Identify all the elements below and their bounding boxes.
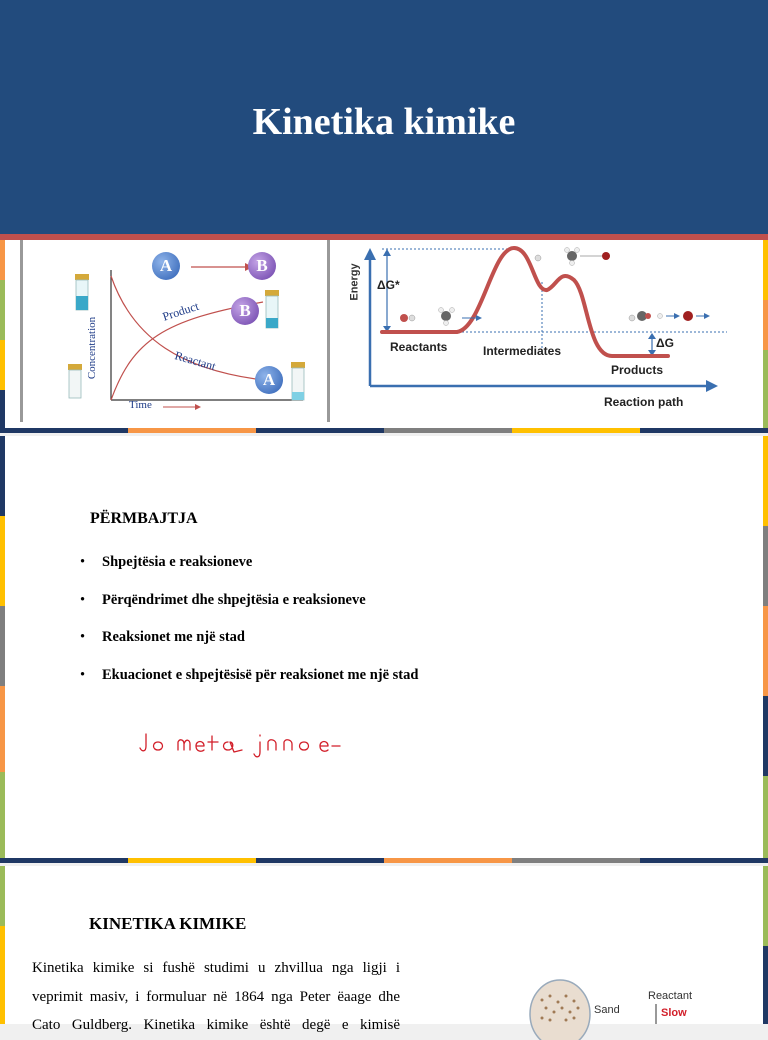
- side-stripe: [0, 390, 5, 432]
- side-stripe: [763, 300, 768, 350]
- slide-title: Kinetika kimike: [252, 101, 516, 143]
- side-stripe: [0, 516, 5, 606]
- paragraph-line: Kinetika kimike si fushë studimi u zhvillua nga ligji i: [32, 960, 400, 976]
- side-stripe: [763, 606, 768, 696]
- reactants-label: Reactants: [390, 340, 448, 354]
- energy-axis-label: Energy: [348, 263, 361, 301]
- side-stripe: [0, 436, 5, 516]
- sphere-b-icon: B: [231, 297, 259, 325]
- activation-energy-label: ΔG*: [377, 278, 400, 292]
- slow-label: Slow: [661, 1007, 687, 1019]
- bullet-icon: •: [80, 629, 86, 645]
- side-stripe: [0, 926, 5, 1024]
- contents-heading: PËRMBAJTJA: [90, 510, 198, 527]
- intermediates-label: Intermediates: [483, 344, 562, 358]
- hourglass-figure: [520, 974, 720, 1024]
- color-bar: [0, 858, 768, 863]
- time-axis-label: Time: [129, 399, 152, 411]
- side-stripe: [0, 866, 5, 926]
- side-stripe: [763, 526, 768, 606]
- contents-slide: [0, 436, 768, 862]
- side-stripe: [0, 280, 5, 340]
- sphere-a-icon: A: [255, 366, 283, 394]
- side-stripe: [0, 772, 5, 862]
- delta-g-label: ΔG: [656, 336, 674, 350]
- side-stripe: [763, 240, 768, 300]
- reactant-label: Reactant: [648, 990, 693, 1002]
- intro-paragraph: [32, 954, 400, 1040]
- side-stripe: [763, 866, 768, 946]
- side-stripe: [763, 776, 768, 862]
- list-item: [80, 629, 418, 667]
- list-item-label: Reaksionet me një stad: [102, 629, 245, 645]
- sphere-b-icon: B: [248, 252, 276, 280]
- side-stripe: [0, 340, 5, 390]
- energy-profile-figure: [342, 240, 762, 422]
- concentration-time-figure: [20, 240, 330, 422]
- side-stripe: [0, 606, 5, 686]
- bullet-icon: •: [80, 554, 86, 570]
- side-stripe: [763, 350, 768, 432]
- list-item: [80, 667, 418, 705]
- list-item-label: Përqëndrimet dhe shpejtësia e reaksioneve: [102, 591, 366, 608]
- product-curve-label: Product: [160, 298, 201, 324]
- list-item-label: Ekuacionet e shpejtësisë për reaksionet me një stad: [102, 666, 419, 683]
- paragraph-line: Cato Guldberg. Kinetika kimike është degë e kimisë: [32, 1017, 400, 1033]
- handwritten-note: [138, 726, 358, 771]
- kinetics-slide: [0, 866, 768, 1033]
- products-label: Products: [611, 363, 664, 377]
- sand-label: Sand: [594, 1004, 620, 1016]
- contents-list: [80, 554, 418, 704]
- side-stripe: [0, 240, 5, 280]
- sphere-a-icon: A: [152, 252, 180, 280]
- bullet-icon: •: [80, 591, 86, 608]
- side-stripe: [763, 696, 768, 776]
- list-item: [80, 592, 418, 630]
- reactant-curve-label: Reactant: [173, 348, 218, 374]
- side-stripe: [763, 436, 768, 526]
- side-stripe: [763, 946, 768, 1024]
- list-item: [80, 554, 418, 592]
- bullet-icon: •: [80, 666, 86, 683]
- section-heading: KINETIKA KIMIKE: [89, 914, 247, 933]
- paragraph-line: veprimit masiv, i formuluar në 1864 nga Peter ëaage dhe: [32, 988, 400, 1005]
- side-stripe: [0, 686, 5, 772]
- reaction-path-label: Reaction path: [604, 395, 684, 409]
- list-item-label: Shpejtësia e reaksioneve: [102, 554, 253, 570]
- title-slide: [0, 0, 768, 432]
- concentration-axis-label: Concentration: [86, 316, 99, 380]
- color-bar: [0, 428, 768, 433]
